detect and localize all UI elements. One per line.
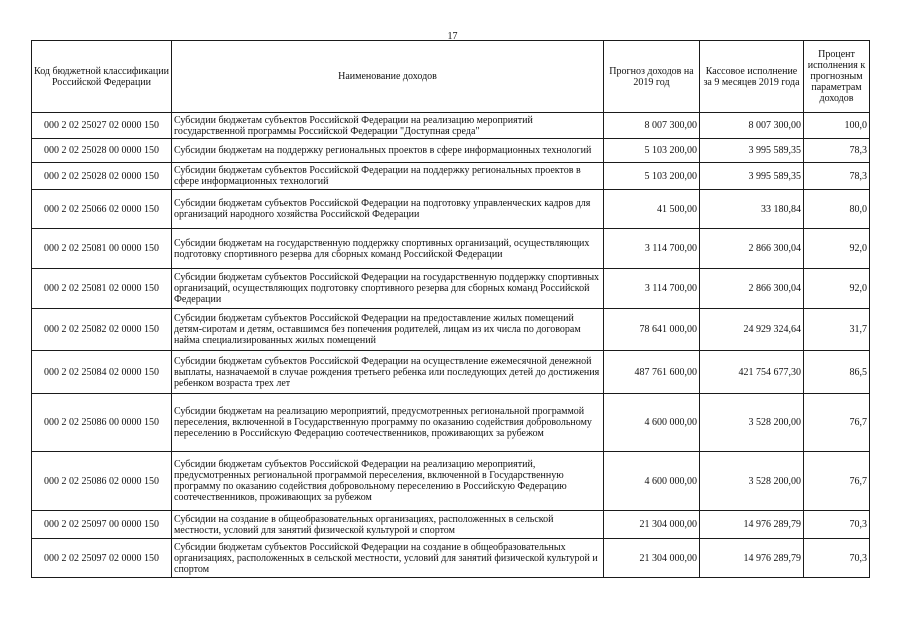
name-cell: Субсидии бюджетам субъектов Российской Федерации на государственную поддержку спортивных организаций, осуществляющих подготовку спортивного резерва для сборных команд Российской Федерации <box>172 269 604 309</box>
table-row <box>32 163 870 190</box>
actual-cell: 421 754 677,30 <box>700 351 804 394</box>
percent-cell: 70,3 <box>804 539 870 578</box>
table-row <box>32 309 870 351</box>
name-cell: Субсидии бюджетам на реализацию мероприятий, предусмотренных региональной программой переселения, включенной в Государственную программу по оказанию содействия добровольному переселению в Российскую Федерацию соотечественников, проживающих за рубежом <box>172 394 604 452</box>
forecast-cell: 3 114 700,00 <box>604 269 700 309</box>
actual-cell: 2 866 300,04 <box>700 269 804 309</box>
forecast-cell: 41 500,00 <box>604 190 700 229</box>
table-row <box>32 113 870 139</box>
header-forecast: Прогноз доходов на 2019 год <box>604 41 700 113</box>
code-cell: 000 2 02 25086 02 0000 150 <box>32 452 172 511</box>
actual-cell: 3 528 200,00 <box>700 452 804 511</box>
percent-cell: 78,3 <box>804 139 870 163</box>
name-cell: Субсидии бюджетам субъектов Российской Федерации на поддержку региональных проектов в сфере информационных технологий <box>172 163 604 190</box>
forecast-cell: 3 114 700,00 <box>604 229 700 269</box>
forecast-cell: 487 761 600,00 <box>604 351 700 394</box>
name-cell: Субсидии бюджетам субъектов Российской Федерации на реализацию мероприятий государственной программы Российской Федерации "Доступная среда" <box>172 113 604 139</box>
income-table <box>31 40 870 578</box>
table-row <box>32 511 870 539</box>
table-header-row <box>32 41 870 113</box>
code-cell: 000 2 02 25082 02 0000 150 <box>32 309 172 351</box>
actual-cell: 3 995 589,35 <box>700 163 804 190</box>
code-cell: 000 2 02 25084 02 0000 150 <box>32 351 172 394</box>
actual-cell: 24 929 324,64 <box>700 309 804 351</box>
forecast-cell: 21 304 000,00 <box>604 511 700 539</box>
table-row <box>32 394 870 452</box>
percent-cell: 86,5 <box>804 351 870 394</box>
name-cell: Субсидии бюджетам на поддержку региональных проектов в сфере информационных технологий <box>172 139 604 163</box>
name-cell: Субсидии бюджетам субъектов Российской Федерации на подготовку управленческих кадров для организаций народного хозяйства Российской Федерации <box>172 190 604 229</box>
name-cell: Субсидии бюджетам субъектов Российской Федерации на реализацию мероприятий, предусмотренных региональной программой переселения, включенной в Государственную программу по оказанию содействия добровольному переселению в Российскую Федерацию соотечественников, проживающих за рубежом <box>172 452 604 511</box>
code-cell: 000 2 02 25028 00 0000 150 <box>32 139 172 163</box>
name-cell: Субсидии на создание в общеобразовательных организациях, расположенных в сельской местности, условий для занятий физической культурой и спортом <box>172 511 604 539</box>
name-cell: Субсидии бюджетам субъектов Российской Федерации на предоставление жилых помещений детям-сиротам и детям, оставшимся без попечения родителей, лицам из их числа по договорам найма специализированных жилых помещений <box>172 309 604 351</box>
code-cell: 000 2 02 25066 02 0000 150 <box>32 190 172 229</box>
table-row <box>32 229 870 269</box>
header-name: Наименование доходов <box>172 41 604 113</box>
forecast-cell: 21 304 000,00 <box>604 539 700 578</box>
code-cell: 000 2 02 25081 02 0000 150 <box>32 269 172 309</box>
code-cell: 000 2 02 25081 00 0000 150 <box>32 229 172 269</box>
forecast-cell: 5 103 200,00 <box>604 163 700 190</box>
name-cell: Субсидии бюджетам субъектов Российской Федерации на создание в общеобразовательных организациях, расположенных в сельской местности, условий для занятий физической культурой и спортом <box>172 539 604 578</box>
table-row <box>32 269 870 309</box>
percent-cell: 76,7 <box>804 452 870 511</box>
forecast-cell: 5 103 200,00 <box>604 139 700 163</box>
table-row <box>32 452 870 511</box>
code-cell: 000 2 02 25097 02 0000 150 <box>32 539 172 578</box>
table-row <box>32 139 870 163</box>
percent-cell: 31,7 <box>804 309 870 351</box>
percent-cell: 92,0 <box>804 229 870 269</box>
table-row <box>32 539 870 578</box>
name-cell: Субсидии бюджетам на государственную поддержку спортивных организаций, осуществляющих подготовку спортивного резерва для сборных команд Российской Федерации <box>172 229 604 269</box>
forecast-cell: 78 641 000,00 <box>604 309 700 351</box>
code-cell: 000 2 02 25027 02 0000 150 <box>32 113 172 139</box>
actual-cell: 33 180,84 <box>700 190 804 229</box>
forecast-cell: 8 007 300,00 <box>604 113 700 139</box>
header-code: Код бюджетной классификации Российской Федерации <box>32 41 172 113</box>
percent-cell: 80,0 <box>804 190 870 229</box>
actual-cell: 14 976 289,79 <box>700 511 804 539</box>
header-actual: Кассовое исполнение за 9 месяцев 2019 года <box>700 41 804 113</box>
percent-cell: 78,3 <box>804 163 870 190</box>
percent-cell: 76,7 <box>804 394 870 452</box>
forecast-cell: 4 600 000,00 <box>604 394 700 452</box>
page-number: 17 <box>447 31 458 42</box>
table-body <box>32 113 870 578</box>
actual-cell: 3 528 200,00 <box>700 394 804 452</box>
name-cell: Субсидии бюджетам субъектов Российской Федерации на осуществление ежемесячной денежной выплаты, назначаемой в случае рождения третьего ребенка или последующих детей до достижения ребенком возраста трех лет <box>172 351 604 394</box>
percent-cell: 100,0 <box>804 113 870 139</box>
percent-cell: 70,3 <box>804 511 870 539</box>
table-row <box>32 190 870 229</box>
actual-cell: 3 995 589,35 <box>700 139 804 163</box>
table-row <box>32 351 870 394</box>
forecast-cell: 4 600 000,00 <box>604 452 700 511</box>
header-percent: Процент исполнения к прогнозным параметрам доходов <box>804 41 870 113</box>
percent-cell: 92,0 <box>804 269 870 309</box>
code-cell: 000 2 02 25086 00 0000 150 <box>32 394 172 452</box>
actual-cell: 2 866 300,04 <box>700 229 804 269</box>
code-cell: 000 2 02 25097 00 0000 150 <box>32 511 172 539</box>
code-cell: 000 2 02 25028 02 0000 150 <box>32 163 172 190</box>
actual-cell: 14 976 289,79 <box>700 539 804 578</box>
actual-cell: 8 007 300,00 <box>700 113 804 139</box>
